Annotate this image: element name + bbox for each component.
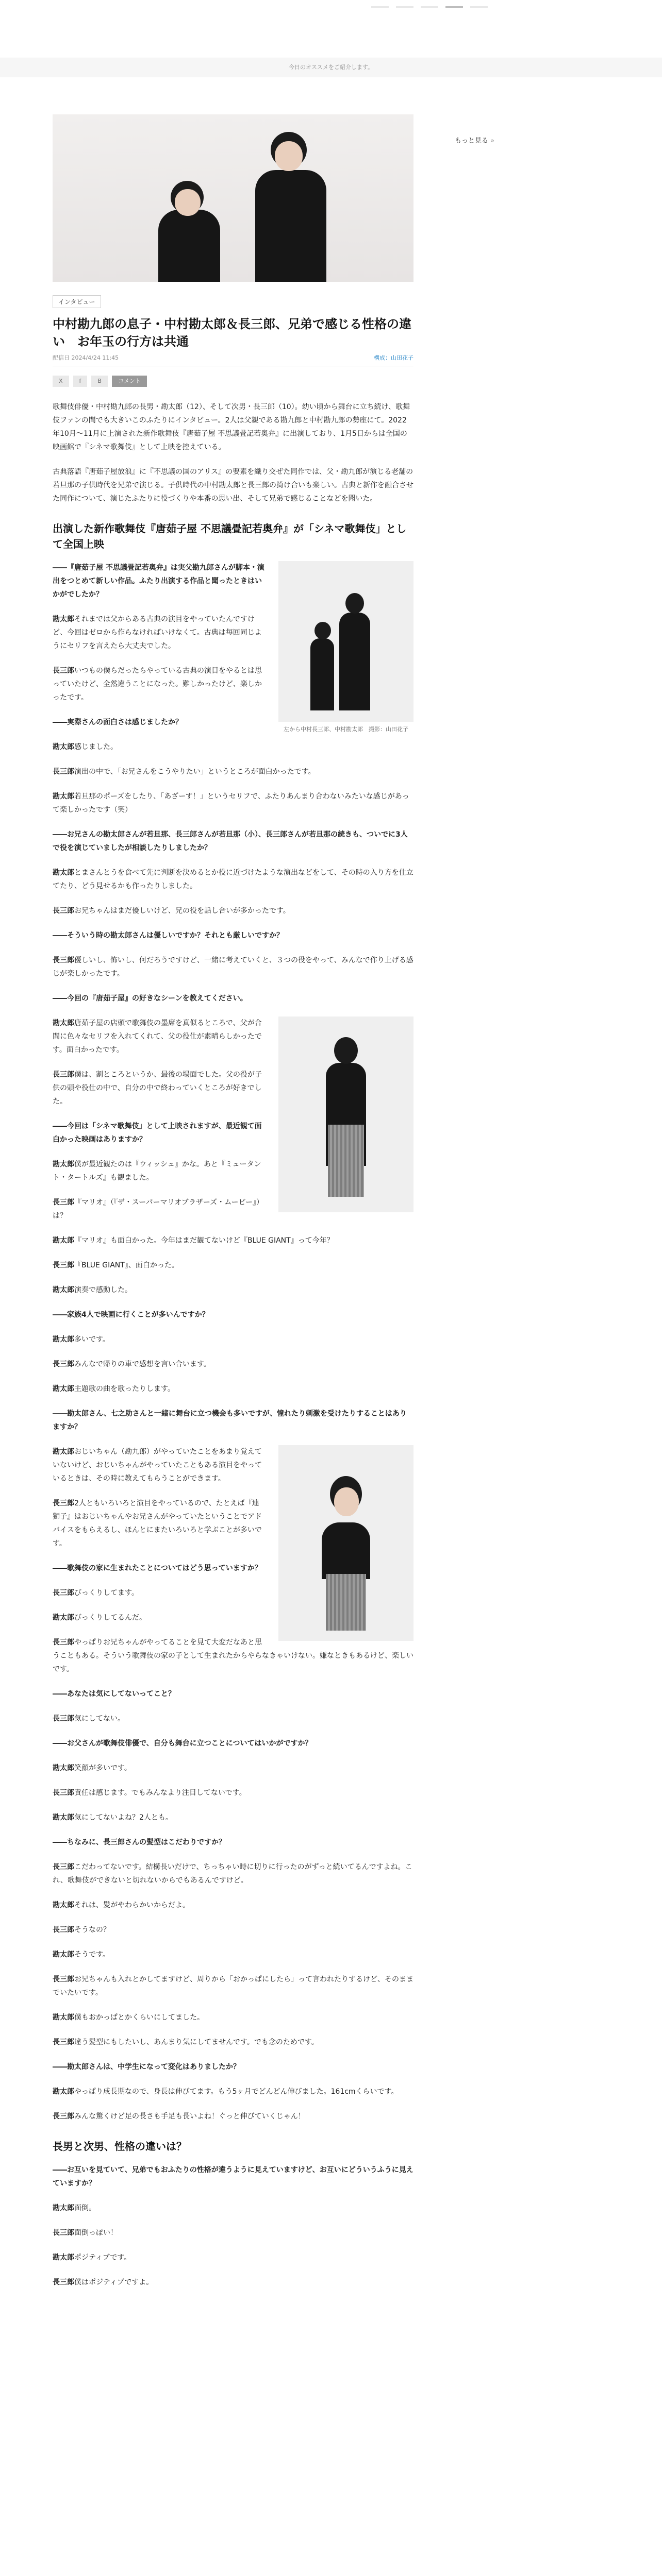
- speaker: 長三郎: [53, 1360, 74, 1368]
- share-hatena-button[interactable]: B: [91, 376, 108, 387]
- photo-kantaro: [278, 1016, 413, 1212]
- speaker: 長三郎: [53, 1499, 74, 1507]
- question: ――そういう時の勘太郎さんは優しいですか？それとも厳しいですか？: [53, 931, 284, 940]
- nav-tab-active[interactable]: [445, 6, 463, 8]
- question: ――家族4人で映画に行くことが多いんですか？: [53, 1311, 209, 1319]
- hero-image: [53, 114, 413, 282]
- answer-text: みんなで帰りの車で感想を言い合います。: [74, 1360, 211, 1368]
- speaker: 勘太郎: [53, 1901, 74, 1909]
- nav-tab[interactable]: [371, 6, 389, 8]
- person-figure: [251, 130, 328, 282]
- question: ――お父さんが歌舞伎俳優で、自分も舞台に立つことについてはいかがですか？: [53, 1739, 312, 1748]
- speaker: 長三郎: [53, 1198, 74, 1207]
- answer: [53, 765, 413, 778]
- answer: [53, 1973, 413, 1999]
- speaker: 長三郎: [53, 2229, 74, 2237]
- question: ――『唐茹子屋 不思議畳記若奥弁』は実父勘九郎さんが脚本・演出をつとめて新しい作品。ふたり出演する作品と聞ったときはいかがでしたか？: [53, 564, 264, 599]
- answer: [53, 2201, 413, 2215]
- photo-chosaburo: [278, 1445, 413, 1641]
- answer-text: そうなの？: [74, 1926, 110, 1934]
- answer-text: 僕もおかっぱとかくらいにしてました。: [74, 2013, 204, 2022]
- speaker: 長三郎: [53, 1975, 74, 1984]
- answer: [53, 1860, 413, 1887]
- speaker: 勘太郎: [53, 1236, 74, 1245]
- answer: [53, 2036, 413, 2049]
- speaker: 長三郎: [53, 1638, 74, 1647]
- speaker: 勘太郎: [53, 2013, 74, 2022]
- question: ――今回の『唐茹子屋』の好きなシーンを教えてください。: [53, 994, 247, 1003]
- lead-paragraph: 歌舞伎俳優・中村勘九郎の長男・勘太郎（12）、そして次男・長三郎（10）。幼い頃から舞台に立ち続け、歌舞伎ファンの間でも大きいこのふたりにインタビュー。2人は父親である勘九郎と中村勘九郎の勢座にて。2022年10月～11月に上演された新作歌舞伎『唐茹子屋 不思議畳記若奥弁』に出演しており、1月5日からは全国の映画館で『シネマ歌舞伎』として上映を控えている。: [53, 403, 410, 451]
- speaker: 勘太郎: [53, 2253, 74, 2262]
- share-x-button[interactable]: X: [53, 376, 69, 387]
- nav-tab[interactable]: [470, 6, 488, 8]
- speaker: 長三郎: [53, 768, 74, 776]
- article-meta: [53, 353, 413, 366]
- comment-button[interactable]: コメント: [112, 376, 147, 387]
- question: ――お兄さんの勘太郎さんが若旦那、長三郎さんが若旦那（小）、長三郎さんが若旦那の続きも、ついでに3人で役を演じていましたが相談したりしましたか？: [53, 831, 408, 852]
- speaker: 長三郎: [53, 1863, 74, 1871]
- answer: [53, 2110, 413, 2123]
- answer-text: 面倒っぽい！: [74, 2229, 118, 2237]
- question: ――歌舞伎の家に生まれたことについてはどう思っていますか？: [53, 1564, 262, 1572]
- answer: [53, 1259, 413, 1272]
- speaker: 長三郎: [53, 1926, 74, 1934]
- answer: [53, 2226, 413, 2240]
- header-nav: [371, 0, 488, 13]
- speaker: 勘太郎: [53, 615, 74, 623]
- answer: [53, 1712, 413, 1725]
- answer: [53, 1333, 413, 1346]
- answer-text: とまさんとうを食べて先に判断を決めるとか役に近づけたような演出などをして、その時の入り方を仕立てたり、どう見せるかも作ったりしました。: [53, 869, 413, 890]
- answer-text: 気にしてない。: [74, 1715, 125, 1723]
- answer-text: それまでは父からある古典の演目をやっていたんですけど、今回はゼロから作らなければいけなくて。古典は毎回同じようにセリフを言えたら大丈夫でした。: [53, 615, 262, 650]
- answer: [53, 866, 413, 893]
- answer: [53, 740, 413, 754]
- answer-text: おじいちゃん（勘九郎）がやっていたことをあまり覚えていないけど、おじいちゃんがやっていたこともある演目をやっているときは、その時に教えてもらうことができます。: [53, 1448, 262, 1483]
- publish-date: 配信日 2024/4/24 11:45: [53, 354, 119, 361]
- answer-text: 違う髪型にもしたいし、あんまり気にしてませんです。でも念のためです。: [74, 2038, 319, 2046]
- answer-text: 優しいし、怖いし、何だろうですけど、一緒に考えていくと、３つの役をやって、みんなで作り上げる感じが楽しかったです。: [53, 956, 413, 978]
- speaker: 勘太郎: [53, 2088, 74, 2096]
- answer-text: 僕はポジティブですよ。: [74, 2278, 154, 2286]
- speaker: 勘太郎: [53, 1160, 74, 1168]
- answer: [53, 1382, 413, 1396]
- answer-text: びっくりしてます。: [74, 1589, 139, 1597]
- answer-text: こだわってないです。結構長いだけで、ちっちゃい時に切りに行ったのがずっと続いてるんですよね。これ、歌舞伎ができないと切れないからでもあるんですけど。: [53, 1863, 412, 1885]
- speaker: 長三郎: [53, 1589, 74, 1597]
- lead-paragraph: 古典落語『唐茹子屋放浪』に『不思議の国のアリス』の要素を織り交ぜた同作では、父・勘九郎が演じる老舗の若旦那の子供時代を兄弟で演じる。子供時代の中村勘太郎と長三郎の掎け合いも楽しい。古典と新作を融合させた同作について、演じたふたりに役づくりや本番の思い出、そして兄弟で感じることなどを聞いた。: [53, 468, 413, 503]
- answer-text: 笑顔が多いです。: [74, 1764, 131, 1772]
- answer-text: 『BLUE GIANT』、面白かった。: [74, 1261, 179, 1269]
- speaker: 勘太郎: [53, 1385, 74, 1393]
- answer-text: みんな驚くけど足の長さも手足も長いよね！ぐっと伸びていくじゃん！: [74, 2112, 305, 2121]
- speaker: 長三郎: [53, 956, 74, 964]
- speaker: 長三郎: [53, 667, 74, 675]
- question: ――勘太郎さんは、中学生になって変化はありましたか？: [53, 2063, 240, 2071]
- answer: [53, 2085, 413, 2098]
- nav-tab[interactable]: [421, 6, 438, 8]
- nav-tab[interactable]: [396, 6, 413, 8]
- answer-text: 気にしてないよね？2人とも。: [74, 1814, 173, 1822]
- answer-text: やっぱりお兄ちゃんがやってることを見て大変だなあと思うこともある。そういう歌舞伎の家の子として生まれたからやらなきゃいけない。嫌なときもあるけど、楽しいです。: [53, 1638, 413, 1673]
- answer-text: 2人ともいろいろと演目をやっているので、たとえば『連獅子』はおじいちゃんやお兄さんがやっていたということでアドバイスをもらえるし、ほんとにまたいろいろと学ぶことが多いです。: [53, 1499, 262, 1548]
- speaker: 長三郎: [53, 2112, 74, 2121]
- answer: [53, 904, 413, 918]
- speaker: 勘太郎: [53, 1335, 74, 1344]
- answer-text: お兄ちゃんも入れとかしてますけど、周りから「おかっぱにしたら」って言われたりするけど、そのままでいたいです。: [53, 1975, 413, 1997]
- share-facebook-button[interactable]: f: [73, 376, 88, 387]
- answer-text: それは、髪がやわらかいからだよ。: [74, 1901, 190, 1909]
- question: ――ちなみに、長三郎さんの髪型はこだわりですか？: [53, 1838, 226, 1846]
- answer: [53, 1923, 413, 1937]
- answer-text: ポジティブです。: [74, 2253, 131, 2262]
- answer-text: 感じました。: [74, 743, 118, 751]
- speaker: 勘太郎: [53, 743, 74, 751]
- author-credit[interactable]: 構成：山田花子: [374, 354, 413, 361]
- answer-text: 唐茹子屋の店頭で歌舞伎の墨席を真似るところで、父が合間に色々なセリフを入れてくれて、父の役仕が素晴らしかったです。面白かったです。: [53, 1019, 262, 1054]
- speaker: 勘太郎: [53, 2204, 74, 2212]
- answer: [53, 954, 413, 980]
- answer: [53, 2251, 413, 2264]
- answer: [53, 2276, 413, 2289]
- answer-text: 演出の中で、「お兄さんをこうやりたい」というところが面白かったです。: [74, 768, 316, 776]
- sidebar: [455, 135, 589, 145]
- speaker: 長三郎: [53, 2278, 74, 2286]
- category-tag[interactable]: インタビュー: [53, 295, 101, 308]
- answer: [53, 1899, 413, 1912]
- photo-caption: 左から中村長三郎、中村勘太郎 撮影：山田花子: [278, 722, 413, 736]
- speaker: 長三郎: [53, 1789, 74, 1797]
- answer: [53, 1636, 413, 1676]
- answer: [53, 1786, 413, 1800]
- answer-text: そうです。: [74, 1951, 110, 1959]
- speaker: 長三郎: [53, 1261, 74, 1269]
- section-heading: 出演した新作歌舞伎『唐茹子屋 不思議畳記若奥弁』が「シネマ歌舞伎」として全国上映: [53, 522, 407, 550]
- question: ――あなたは気にしてないってこと？: [53, 1690, 175, 1698]
- answer-text: 主題歌の曲を歌ったりします。: [74, 1385, 175, 1393]
- speaker: 勘太郎: [53, 1814, 74, 1822]
- answer-text: 面倒。: [74, 2204, 96, 2212]
- answer-text: 僕が最近観たのは『ウィッシュ』かな。あと『ミュータント・タートルズ』も観ました。: [53, 1160, 261, 1182]
- answer-text: 多いです。: [74, 1335, 110, 1344]
- speaker: 勘太郎: [53, 1951, 74, 1959]
- speaker: 勘太郎: [53, 1764, 74, 1772]
- speaker: 勘太郎: [53, 1286, 74, 1294]
- answer: [53, 1811, 413, 1824]
- answer: [53, 1283, 413, 1297]
- article-title: 中村勘九郎の息子・中村勘太郎＆長三郎、兄弟で感じる性格の違い お年玉の行方は共通: [53, 317, 411, 349]
- section-heading: 長男と次男、性格の違いは？: [53, 2140, 187, 2153]
- site-header: [0, 0, 662, 58]
- speaker: 勘太郎: [53, 1019, 74, 1027]
- answer-text: 『マリオ』（『ザ・スーパーマリオブラザーズ・ムービー』）は？: [53, 1198, 263, 1220]
- answer-text: お兄ちゃんはまだ優しいけど、兄の役を話し合いが多かったです。: [74, 907, 290, 915]
- answer: [53, 2011, 413, 2024]
- answer: [53, 1358, 413, 1371]
- answer-text: 演奏で感動した。: [74, 1286, 132, 1294]
- notice-bar: 今日のオススメをご紹介します。: [0, 58, 662, 77]
- question: ――お互いを見ていて、兄弟でもおふたりの性格が違うように見えていますけど、お互いにどういうふうに見えていますか？: [53, 2166, 413, 2188]
- person-figure: [153, 179, 225, 282]
- photo-brothers: [278, 561, 413, 736]
- more-link[interactable]: もっと見る »: [455, 137, 494, 145]
- answer-text: びっくりしてるんだ。: [74, 1614, 146, 1622]
- answer-text: いつもの僕らだったらやっている古典の演目をやるとは思っていたけど、全然違うことになった。難しかったけど、楽しかったです。: [53, 667, 262, 702]
- answer-text: 『マリオ』も面白かった。今年はまだ観てないけど『BLUE GIANT』って今年？: [74, 1236, 334, 1245]
- speaker: 勘太郎: [53, 792, 74, 801]
- question: ――実際さんの面白さは感じましたか？: [53, 718, 183, 726]
- answer: [53, 1761, 413, 1775]
- answer-text: 僕は、割ところというか、最後の場面でした。父の役が子供の頭や役仕の中で、自分の中で終わっていくところが好きでした。: [53, 1071, 262, 1106]
- speaker: 長三郎: [53, 1715, 74, 1723]
- speaker: 勘太郎: [53, 1448, 74, 1456]
- answer: [53, 1234, 413, 1247]
- answer: [53, 1948, 413, 1961]
- answer-text: 若旦那のポーズをしたり、「あざーす！」というセリフで、ふたりあんまり合わないみたいな感じがあって楽しかったです（笑）: [53, 792, 409, 814]
- speaker: 長三郎: [53, 907, 74, 915]
- speaker: 勘太郎: [53, 1614, 74, 1622]
- speaker: 長三郎: [53, 1071, 74, 1079]
- answer: [53, 790, 413, 817]
- answer-text: やっぱり成長期なので、身長は伸びてます。もう5ヶ月でどんどん伸びました。161cmくらいです。: [74, 2088, 399, 2096]
- question: ――勘太郎さん、七之助さんと一緒に舞台に立つ機会も多いですが、憧れたり刺激を受けたりすることはありますか？: [53, 1410, 407, 1431]
- question: ――今回は「シネマ歌舞伎」として上映されますが、最近観て面白かった映画はありますか？: [53, 1122, 262, 1144]
- answer-text: 責任は感じます。でもみんなより注目してないです。: [74, 1789, 246, 1797]
- speaker: 勘太郎: [53, 869, 74, 877]
- share-buttons: [53, 376, 413, 387]
- article: [53, 114, 413, 2300]
- speaker: 長三郎: [53, 2038, 74, 2046]
